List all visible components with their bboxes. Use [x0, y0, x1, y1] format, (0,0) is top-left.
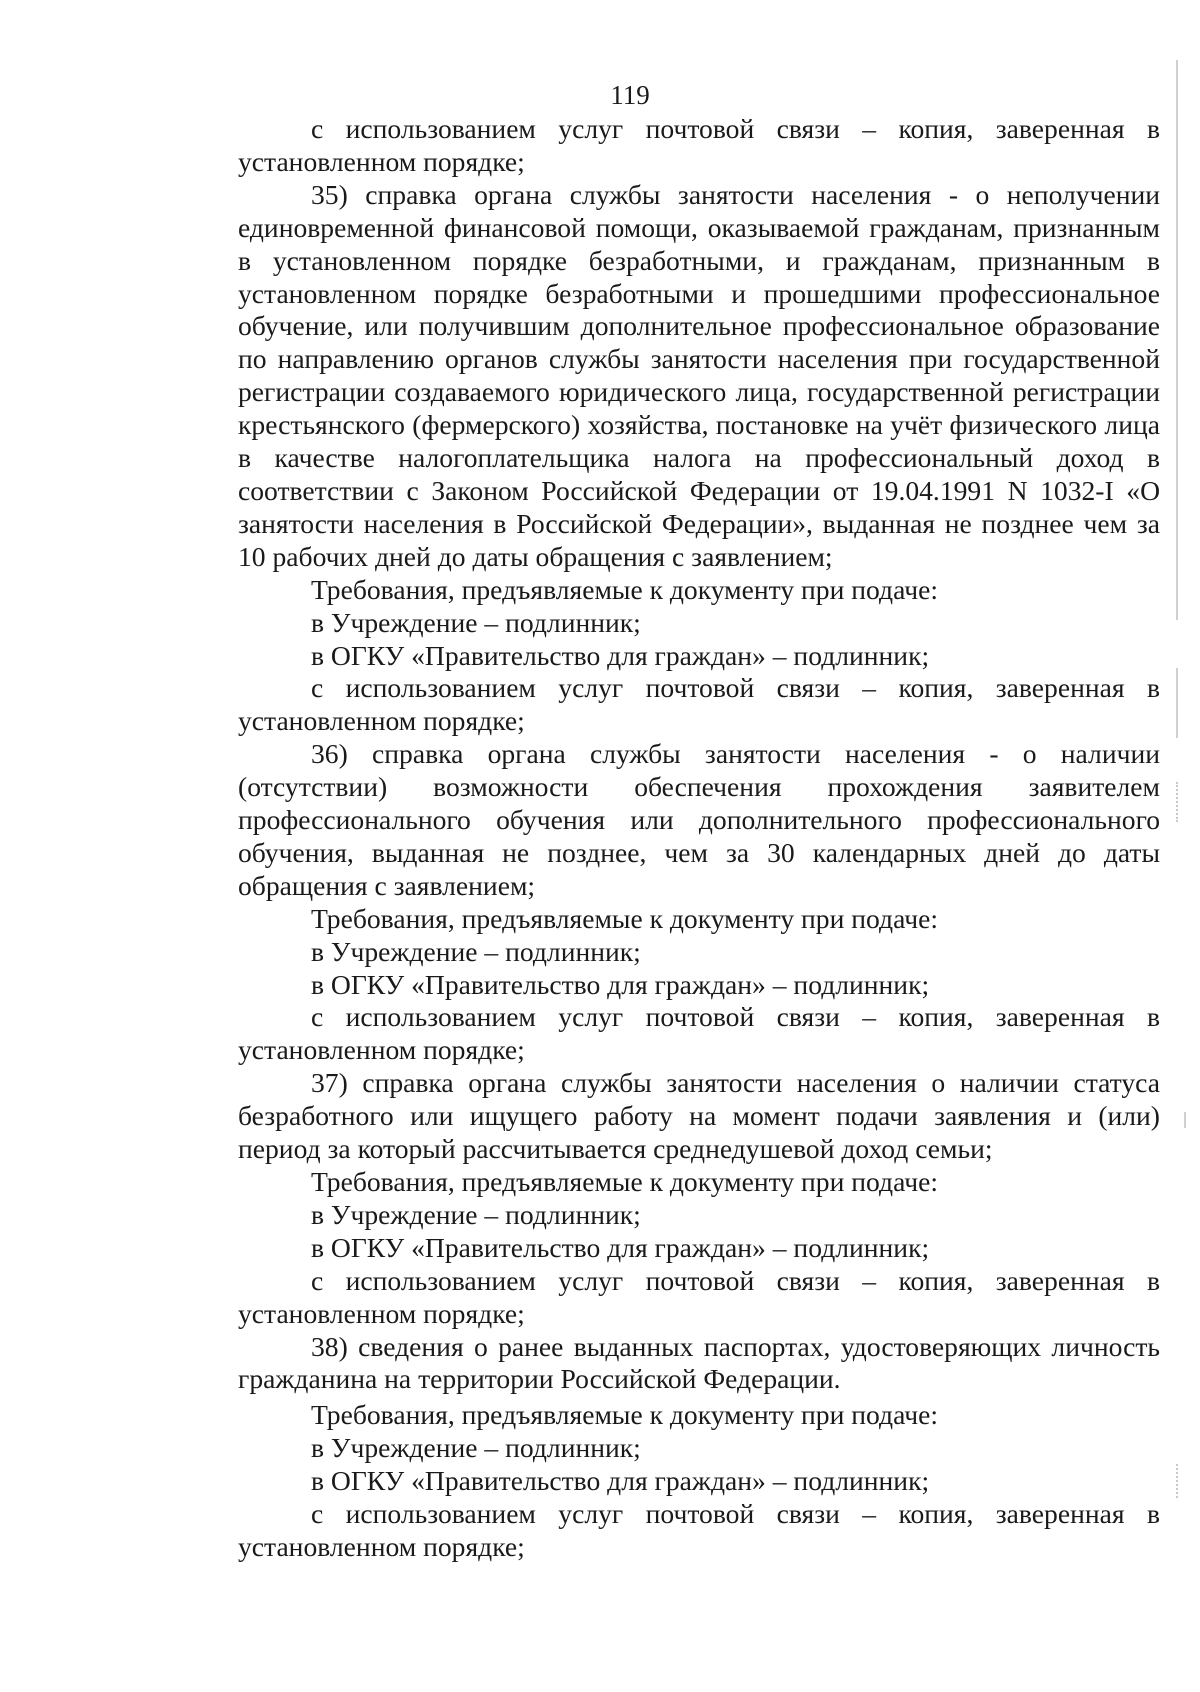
paragraph: Требования, предъявляемые к документу при подаче:	[311, 1399, 939, 1431]
scan-edge-line	[1176, 668, 1178, 738]
scan-edge-dots	[1176, 1464, 1178, 1498]
paragraph: с использованием услуг почтовой связи – копия, заверенная в установленном порядке;	[238, 1498, 1160, 1562]
paragraph: 35) справка органа службы занятости населения - о неполучении единовременной финансовой помощи, оказываемой гражданам, признанным в установленном порядке безработными, и гражданам, признанным в установленном порядке безработными и прошедшими профессиональное обучение, или получившим дополнительное профессиональное образование по направлению органов службы занятости населения при государственной регистрации создаваемого юридического лица, государственной регистрации крестьянского (фермерского) хозяйства, постановке на учёт физического лица в качестве налогоплательщика налога на профессиональный доход в соответствии с Законом Российской Федерации от 19.04.1991 N 1032-I «О занятости населения в Российской Федерации», выданная не позднее чем за 10 рабочих дней до даты обращения с заявлением;	[238, 178, 1160, 572]
paragraph: 38) сведения о ранее выданных паспортах, удостоверяющих личность гражданина на территории Российской Федерации.	[238, 1330, 1160, 1395]
scan-edge-line	[1176, 60, 1178, 620]
paragraph: с использованием услуг почтовой связи – копия, заверенная в установленном порядке;	[238, 1264, 1160, 1329]
document-body	[238, 113, 1160, 1564]
paragraph: Требования, предъявляемые к документу при подаче:	[311, 573, 939, 605]
paragraph: в Учреждение – подлинник;	[311, 935, 641, 967]
scan-edge-line	[1184, 1112, 1186, 1128]
paragraph: 36) справка органа службы занятости населения - о наличии (отсутствии) возможности обеспечения прохождения заявителем профессионального обучения или дополнительного профессионального обучения, выданная не позднее, чем за 30 календарных дней до даты обращения с заявлением;	[238, 738, 1160, 901]
paragraph: в Учреждение – подлинник;	[311, 1198, 641, 1230]
paragraph: в ОГКУ «Правительство для граждан» – подлинник;	[311, 1231, 930, 1263]
paragraph: Требования, предъявляемые к документу при подаче:	[311, 1166, 939, 1197]
page-number: 119	[610, 80, 650, 110]
paragraph: в ОГКУ «Правительство для граждан» – подлинник;	[311, 1465, 930, 1497]
paragraph: 37) справка органа службы занятости населения о наличии статуса безработного или ищущего работу на момент подачи заявления и (или) период за который рассчитывается среднедушевой доход семьи;	[238, 1067, 1160, 1165]
paragraph: с использованием услуг почтовой связи – копия, заверенная в установленном порядке;	[238, 113, 1160, 177]
paragraph: с использованием услуг почтовой связи – копия, заверенная в установленном порядке;	[238, 1001, 1160, 1066]
paragraph: в ОГКУ «Правительство для граждан» – подлинник;	[311, 639, 930, 671]
paragraph: с использованием услуг почтовой связи – копия, заверенная в установленном порядке;	[238, 672, 1160, 737]
scan-edge-dots	[1176, 782, 1178, 822]
paragraph: в Учреждение – подлинник;	[311, 606, 641, 638]
paragraph: Требования, предъявляемые к документу при подаче:	[311, 902, 939, 934]
paragraph: в ОГКУ «Правительство для граждан» – подлинник;	[311, 968, 930, 1000]
paragraph: в Учреждение – подлинник;	[311, 1432, 641, 1464]
